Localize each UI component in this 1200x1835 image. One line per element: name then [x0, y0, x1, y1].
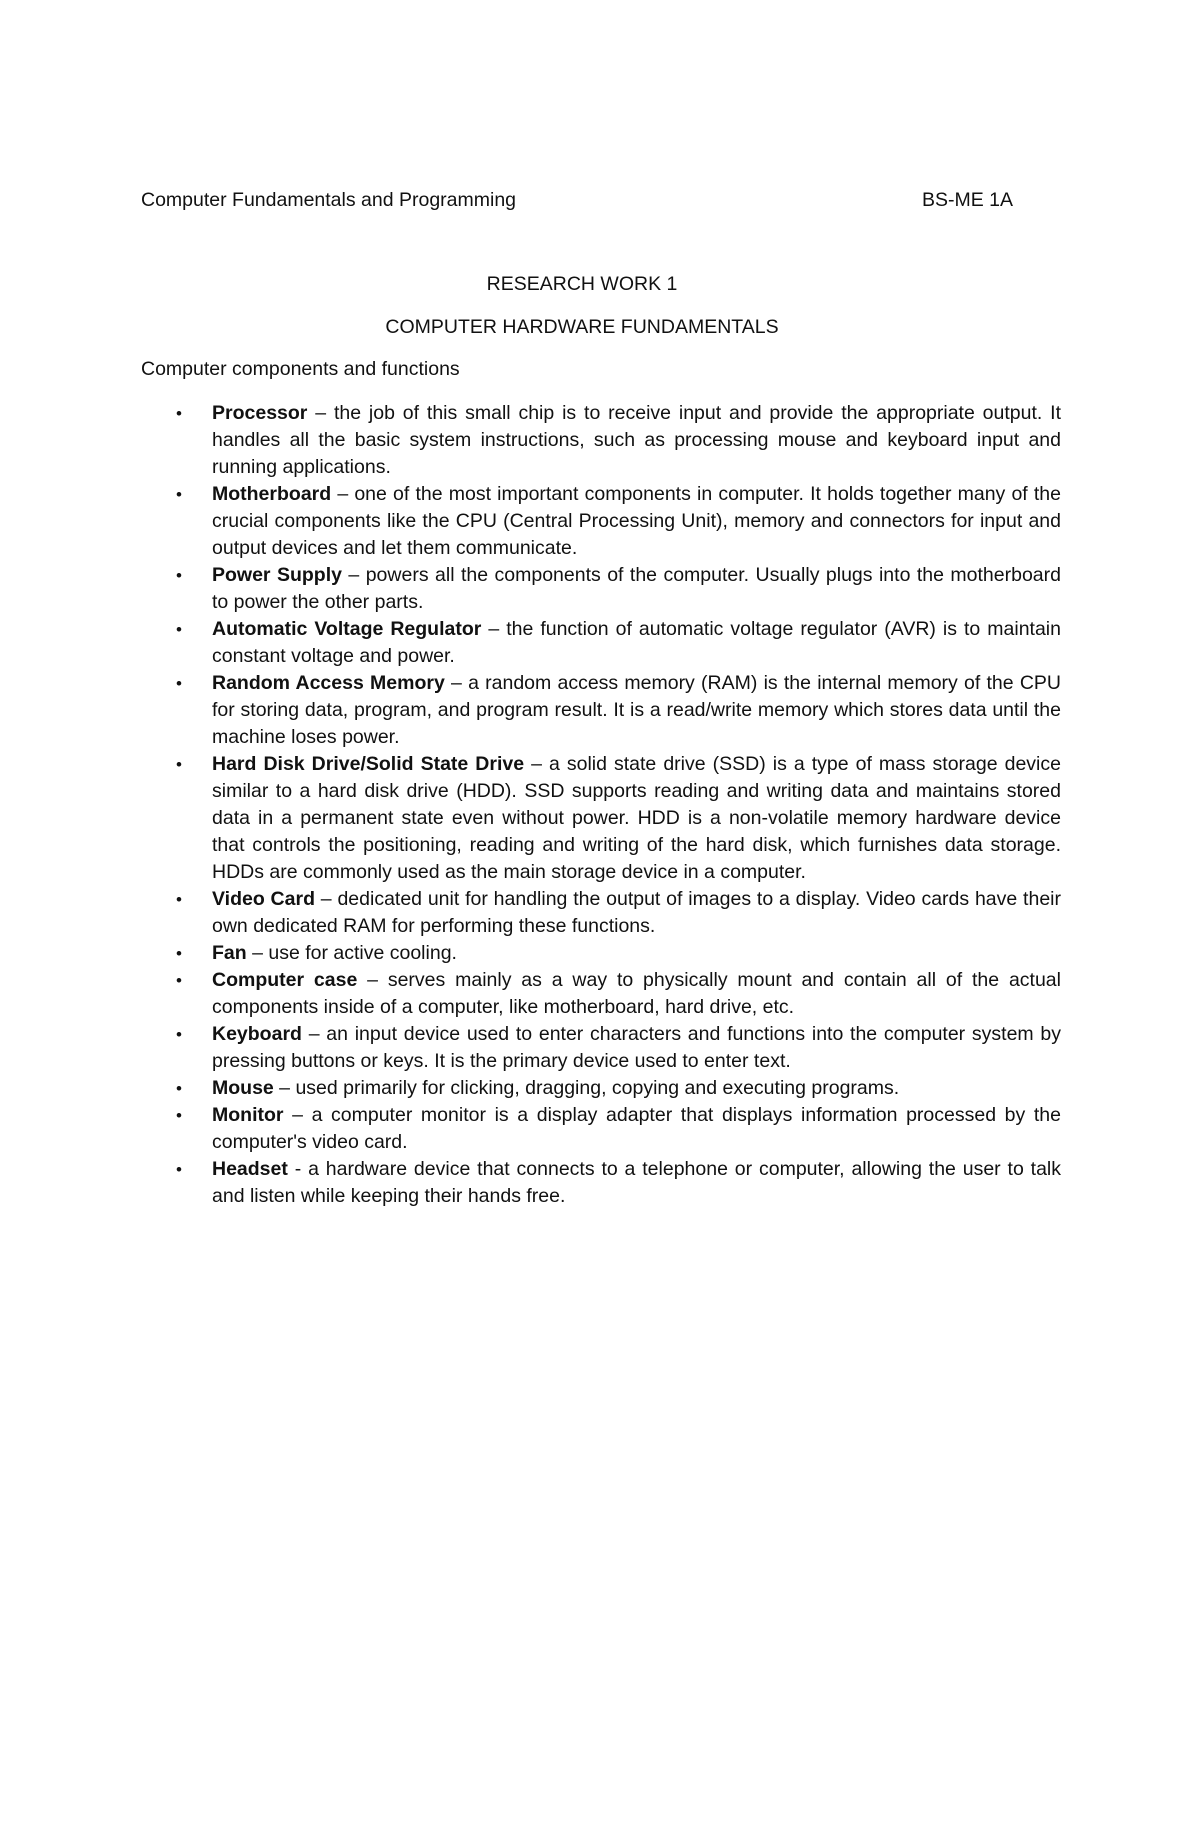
bullet-icon: • [176, 755, 182, 774]
item-term: Hard Disk Drive/Solid State Drive [212, 753, 525, 775]
component-list [141, 400, 1061, 1210]
bullet-icon: • [176, 890, 182, 909]
item-term: Mouse [212, 1077, 274, 1099]
item-term: Processor [212, 402, 308, 424]
document-subtitle: COMPUTER HARDWARE FUNDAMENTALS [385, 316, 779, 338]
list-item [141, 616, 1061, 670]
item-description: – an input device used to enter characters and functions into the computer system by pressing buttons or keys. It is the primary device used to enter text. [212, 1023, 1061, 1072]
section-heading: Computer components and functions [141, 358, 460, 380]
course-title: Computer Fundamentals and Programming [141, 189, 517, 211]
item-description: – powers all the components of the computer. Usually plugs into the motherboard to power the other parts. [212, 564, 1061, 613]
list-item [141, 562, 1061, 616]
bullet-icon: • [176, 1079, 182, 1098]
bullet-icon: • [176, 1106, 182, 1125]
item-term: Motherboard [212, 483, 332, 505]
list-item [141, 670, 1061, 751]
bullet-icon: • [176, 674, 182, 693]
bullet-icon: • [176, 1160, 182, 1179]
item-term: Fan [212, 942, 247, 964]
item-term: Keyboard [212, 1023, 302, 1045]
list-item [141, 481, 1061, 562]
item-description: – one of the most important components in computer. It holds together many of the crucial components like the CPU (Central Processing Unit), memory and connectors for input and output devices and let them communicate. [212, 483, 1061, 559]
list-item [141, 751, 1061, 886]
bullet-icon: • [176, 620, 182, 639]
bullet-icon: • [176, 971, 182, 990]
item-term: Video Card [212, 888, 315, 910]
list-item [141, 1075, 1061, 1102]
list-item [141, 400, 1061, 481]
bullet-icon: • [176, 485, 182, 504]
item-description: – the job of this small chip is to receive input and provide the appropriate output. It handles all the basic system instructions, such as processing mouse and keyboard input and running applications. [212, 402, 1061, 478]
item-term: Headset [212, 1158, 288, 1180]
item-term: Power Supply [212, 564, 342, 586]
item-description: – a solid state drive (SSD) is a type of mass storage device similar to a hard disk drive (HDD). SSD supports reading and writing data and maintains stored data in a permanent state even without power. HDD is a non-volatile memory hardware device that controls the positioning, reading and writing of the hard disk, which furnishes data storage. HDDs are commonly used as the main storage device in a computer. [212, 753, 1061, 883]
list-item [141, 940, 1061, 967]
item-term: Random Access Memory [212, 672, 445, 694]
list-item [141, 1156, 1061, 1210]
bullet-icon: • [176, 944, 182, 963]
item-description: – a computer monitor is a display adapter that displays information processed by the computer's video card. [212, 1104, 1061, 1153]
document-title: RESEARCH WORK 1 [486, 273, 678, 295]
item-term: Monitor [212, 1104, 284, 1126]
item-description: – serves mainly as a way to physically mount and contain all of the actual components inside of a computer, like motherboard, hard drive, etc. [212, 969, 1061, 1018]
list-item [141, 1102, 1061, 1156]
item-term: Automatic Voltage Regulator [212, 618, 482, 640]
item-description: – a random access memory (RAM) is the internal memory of the CPU for storing data, program, and program result. It is a read/write memory which stores data until the machine loses power. [212, 672, 1061, 748]
item-description: - a hardware device that connects to a telephone or computer, allowing the user to talk and listen while keeping their hands free. [212, 1158, 1061, 1207]
item-description: – dedicated unit for handling the output of images to a display. Video cards have their own dedicated RAM for performing these functions. [212, 888, 1061, 937]
item-description: – use for active cooling. [246, 942, 457, 964]
bullet-icon: • [176, 566, 182, 585]
item-description: – used primarily for clicking, dragging, copying and executing programs. [273, 1077, 900, 1099]
list-item [141, 886, 1061, 940]
list-item [141, 967, 1061, 1021]
item-description: – the function of automatic voltage regulator (AVR) is to maintain constant voltage and power. [212, 618, 1061, 667]
item-term: Computer case [212, 969, 358, 991]
bullet-icon: • [176, 404, 182, 423]
list-item [141, 1021, 1061, 1075]
section-label: BS-ME 1A [922, 189, 1014, 211]
bullet-icon: • [176, 1025, 182, 1044]
